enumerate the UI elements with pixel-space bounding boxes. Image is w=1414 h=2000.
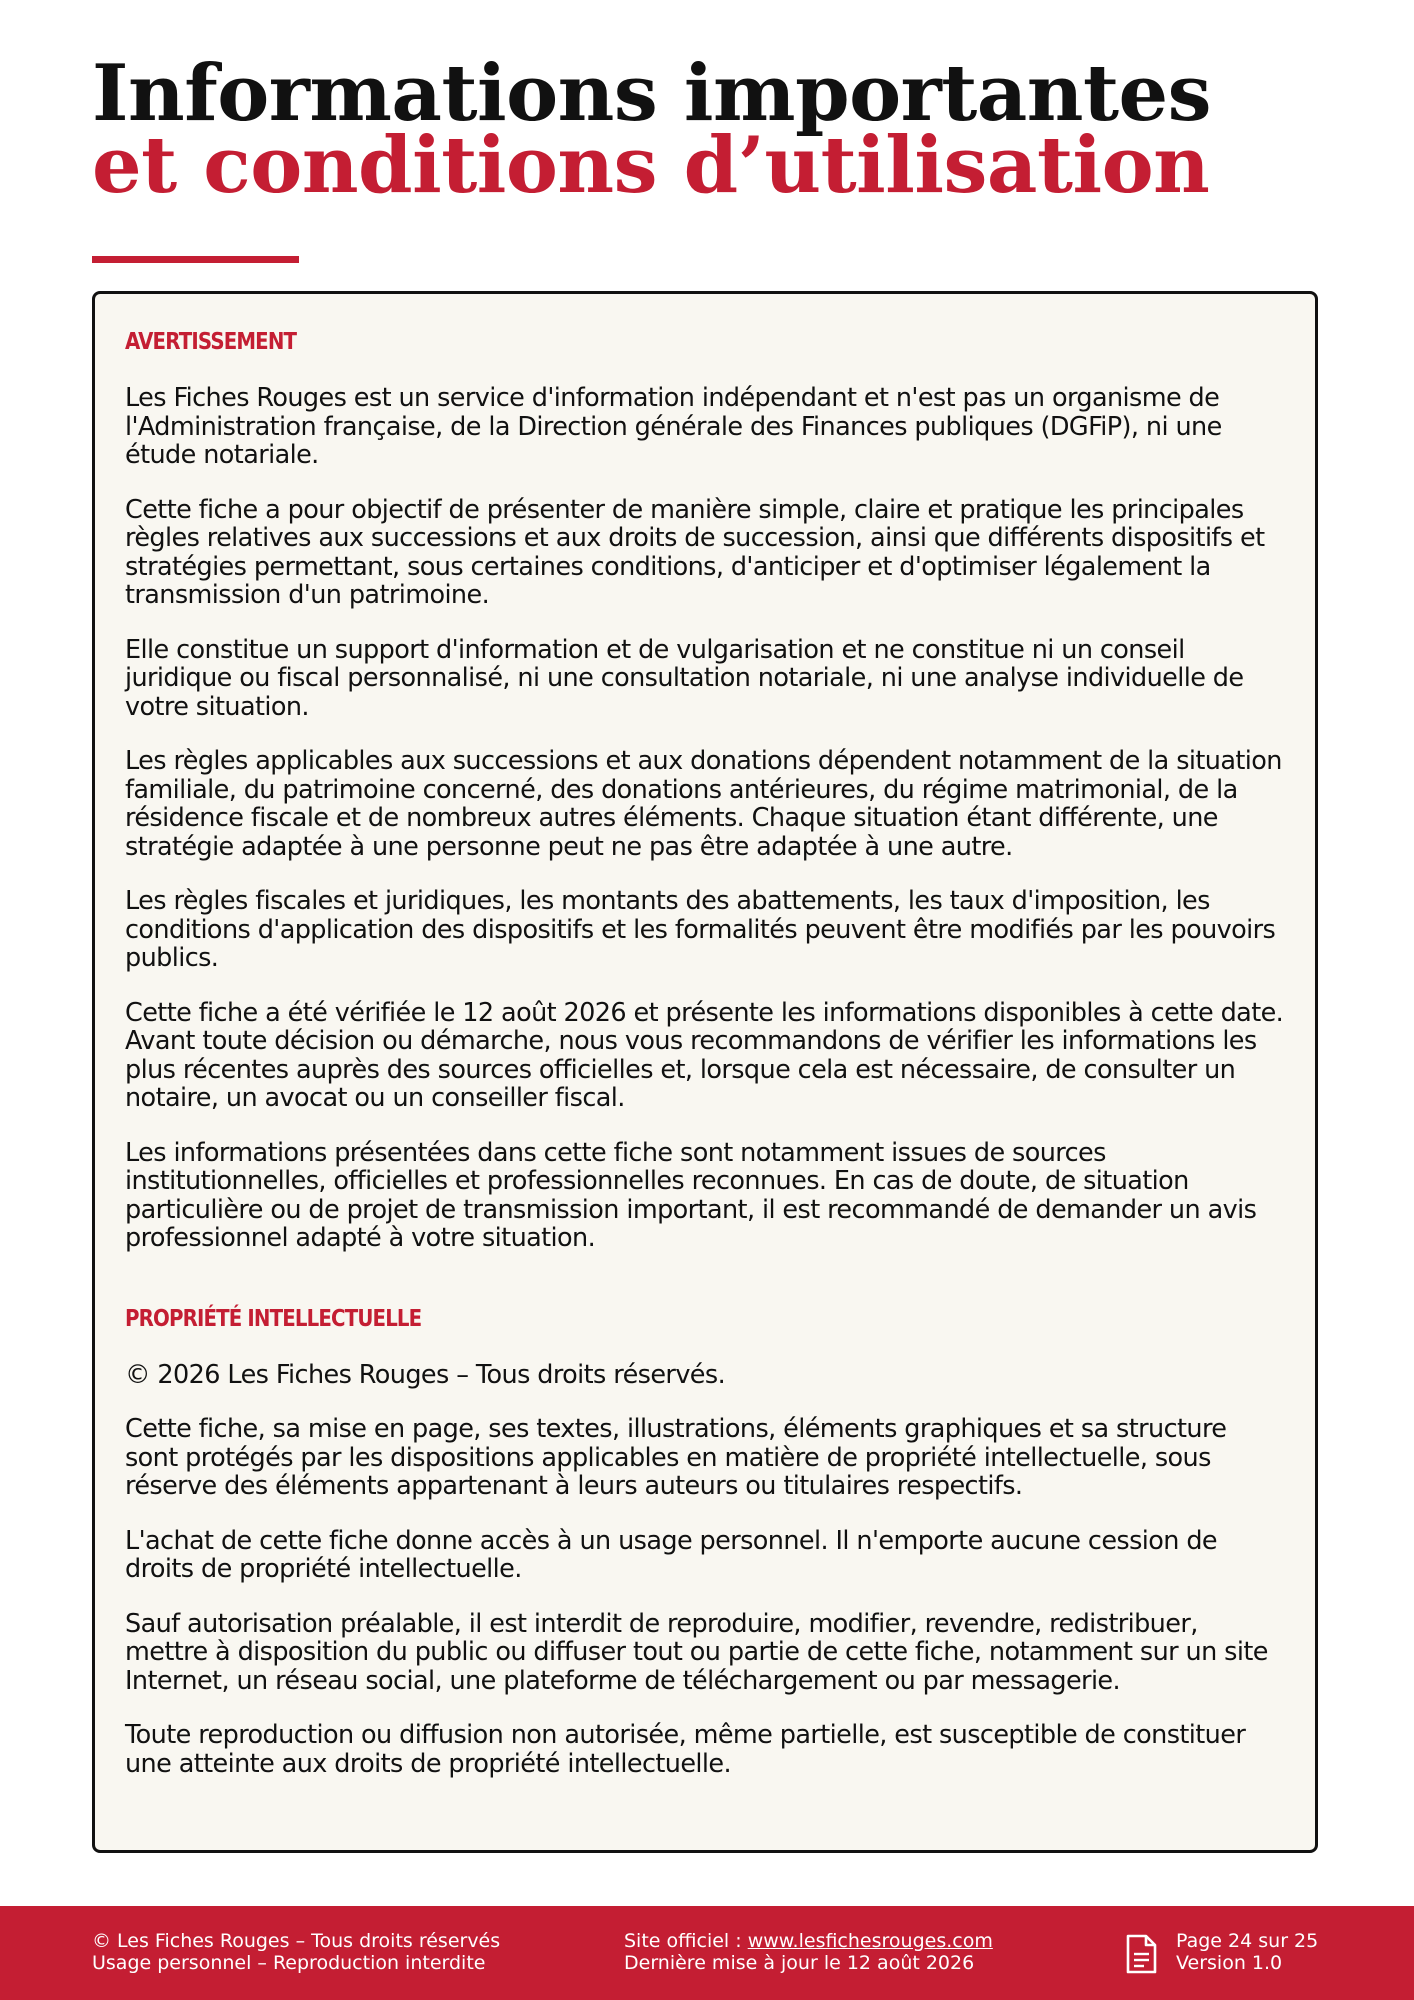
warning-paragraph-2: Cette fiche a pour objectif de présenter de manière simple, claire et pratique les principales règles relatives aux successions et aux droits de succession, ainsi que différents dispositifs et stratégies permettant, sous certaines conditions, d'anticiper et d'optimiser légalement la transmission d'un patrimoine. (125, 494, 1265, 610)
footer-page-number: Page 24 sur 25 (1176, 1930, 1319, 1952)
warning-paragraph-1: Les Fiches Rouges est un service d'information indépendant et n'est pas un organisme de l'Administration française, de la Direction générale des Finances publiques (DGFiP), ni une étude notariale. (125, 383, 1222, 470)
footer-updated: Dernière mise à jour le 12 août 2026 (624, 1952, 975, 1974)
page-title-line-1: Informations importantes (92, 48, 1212, 139)
ip-paragraph-5: Toute reproduction ou diffusion non autorisée, même partielle, est susceptible de constituer une atteinte aux droits de propriété intellectuelle. (125, 1720, 1246, 1779)
footer-site (624, 1930, 993, 1952)
page-title (92, 48, 1212, 211)
ip-paragraph-3: L'achat de cette fiche donne accès à un usage personnel. Il n'emporte aucune cession de droits de propriété intellectuelle. (125, 1525, 1218, 1584)
footer-usage: Usage personnel – Reproduction interdite (92, 1952, 486, 1974)
footer-site-link[interactable]: www.lesfichesrouges.com (747, 1930, 993, 1952)
footer-version: Version 1.0 (1176, 1952, 1283, 1974)
warning-paragraph-4: Les règles applicables aux successions et aux donations dépendent notamment de la situation familiale, du patrimoine concerné, des donations antérieures, du régime matrimonial, de la résidence fiscale et de nombreux autres éléments. Chaque situation étant différente, une stratégie adaptée à une personne peut ne pas être adaptée à une autre. (125, 746, 1282, 862)
ip-title: PROPRIÉTÉ INTELLECTUELLE (125, 1305, 422, 1332)
ip-paragraph-1: © 2026 Les Fiches Rouges – Tous droits réservés. (125, 1359, 726, 1390)
info-box (92, 291, 1318, 1853)
title-underline (92, 256, 299, 263)
ip-paragraph-4: Sauf autorisation préalable, il est interdit de reproduire, modifier, revendre, redistribuer, mettre à disposition du public ou diffuser tout ou partie de cette fiche, notamment sur un site Internet, un réseau social, une plateforme de téléchargement ou par messagerie. (125, 1608, 1268, 1696)
ip-paragraph-2: Cette fiche, sa mise en page, ses textes, illustrations, éléments graphiques et sa structure sont protégés par les dispositions applicables en matière de propriété intellectuelle, sous réserve des éléments appartenant à leurs auteurs ou titulaires respectifs. (125, 1414, 1227, 1501)
warning-paragraph-3: Elle constitue un support d'information et de vulgarisation et ne constitue ni un conseil juridique ou fiscal personnalisé, ni une consultation notariale, ni une analyse individuelle de votre situation. (125, 634, 1244, 722)
page-footer (0, 1906, 1414, 2000)
warning-paragraph-5: Les règles fiscales et juridiques, les montants des abattements, les taux d'imposition, les conditions d'application des dispositifs et les formalités peuvent être modifiés par les pouvoirs publics. (125, 886, 1276, 973)
footer-middle (624, 1930, 993, 1974)
warning-paragraph-7: Les informations présentées dans cette fiche sont notamment issues de sources institutionnelles, officielles et professionnelles reconnues. En cas de doute, de situation particulière ou de projet de transmission important, il est recommandé de demander un avis professionnel adapté à votre situation. (125, 1137, 1257, 1253)
warning-title: AVERTISSEMENT (125, 329, 297, 355)
footer-left (92, 1930, 500, 1974)
warning-paragraph-6: Cette fiche a été vérifiée le 12 août 2026 et présente les informations disponibles à cette date. Avant toute décision ou démarche, nous vous recommandons de vérifier les informations les plus récentes auprès des sources officielles et, lorsque cela est nécessaire, de consulter un notaire, un avocat ou un conseiller fiscal. (125, 997, 1284, 1113)
footer-site-prefix: Site officiel : (624, 1930, 748, 1952)
footer-right (1176, 1930, 1318, 1974)
document-icon (1124, 1934, 1158, 1974)
footer-copyright: © Les Fiches Rouges – Tous droits réservés (92, 1930, 501, 1952)
page-title-line-2: et conditions d’utilisation (92, 120, 1210, 211)
